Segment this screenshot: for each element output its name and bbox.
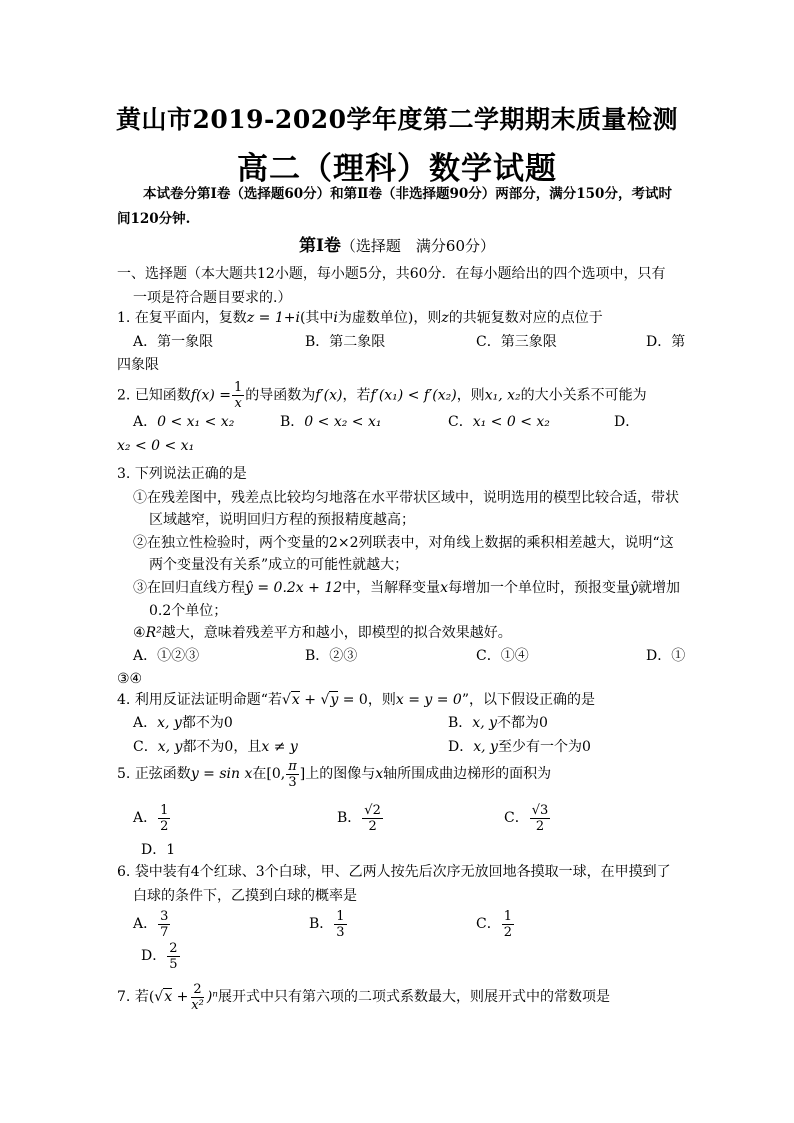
q3-option-a: A．①②③ (133, 648, 200, 664)
q2-text-c: ，若 (342, 387, 371, 404)
q4-c-label: C． (133, 739, 158, 755)
q1-var-i: i (333, 310, 338, 326)
q5-a-den: 2 (160, 818, 169, 834)
q2-stem (117, 380, 647, 411)
q5-a-label: A． (133, 810, 158, 826)
q7-frac-num: 2 (193, 981, 202, 997)
q6-d-den: 5 (169, 956, 178, 972)
q3-s3-expr: ŷ = 0.2x + 12 (245, 580, 343, 596)
q7-fraction (189, 982, 206, 1013)
q4-conclusion: x = y = 0 (395, 692, 462, 708)
q4-text-c: ”，以下假设正确的是 (461, 692, 595, 708)
q5-text-a: 正弦函数 (134, 766, 191, 782)
q4-plus: + (304, 692, 316, 708)
q5-c-den: 2 (535, 818, 545, 834)
q5-c-frac (530, 803, 551, 834)
q5-text-d: 轴所围成曲边梯形的面积为 (383, 766, 552, 782)
q4-text-b: ，则 (367, 692, 396, 708)
q4-d-vars: x, y (473, 739, 498, 755)
q3-s4 (133, 623, 512, 643)
q2-option-d-expr: x₂ < 0 < x₁ (117, 438, 195, 454)
q2-fpx: f′(x) (315, 387, 343, 404)
q2-option-c (448, 412, 550, 432)
q4-d-label: D． (448, 739, 474, 755)
q2-vars: x₁, x₂ (484, 387, 521, 404)
q4-option-c (133, 737, 298, 757)
q5-a-frac (158, 803, 170, 834)
q6-option-d (141, 940, 181, 972)
q6-d-label: D． (141, 948, 167, 964)
q5-option-c (504, 800, 551, 836)
q3-s3-mid: 中，当解释变量 (342, 580, 441, 596)
q2-option-b (280, 412, 381, 432)
q3-stem-text: 下列说法正确的是 (134, 466, 247, 482)
q1-option-a: A．第一象限 (133, 334, 214, 350)
exam-title: 黄山市2019-2020学年度第二学期期末质量检测 (115, 105, 679, 134)
q3-s3-post: 就增加 (637, 580, 680, 596)
q1-option-b: B．第二象限 (305, 334, 386, 350)
q3-number: 3. (117, 466, 131, 482)
q5-a-num: 1 (160, 802, 169, 818)
q4-number: 4. (117, 692, 131, 708)
q5-stem (117, 757, 551, 791)
q5-x: x (375, 766, 384, 782)
q5-b-label: B． (337, 810, 362, 826)
q3-s3-line1 (133, 578, 680, 598)
q4-c-vars2: x ≠ y (261, 739, 298, 755)
section-title: 第Ⅰ卷 (298, 236, 341, 256)
q3-s3-mid2: 每增加一个单位时，预报变量 (448, 580, 631, 596)
q3-option-d-cont: ③④ (117, 671, 143, 687)
q2-text-a: 已知函数 (134, 387, 191, 404)
q4-c-vars: x, y (157, 739, 183, 755)
q1-var-z: z (441, 310, 449, 326)
q3-s4-post: 越大，意味着残差平方和越小，即模型的拟合效果越好。 (161, 625, 512, 641)
q1-expr: z = 1+i (246, 310, 300, 326)
q2-text-e: 的大小关系不可能为 (520, 387, 647, 404)
q6-line2: 白球的条件下，乙摸到白球的概率是 (133, 888, 357, 904)
q4-eq0: = 0 (342, 692, 368, 708)
q4-option-a (133, 713, 233, 733)
q6-line1 (117, 862, 671, 882)
q4-stem: 4. 利用反证法证明命题“若√x + √y = 0，则x = y = 0”，以下假设正确的是 (117, 692, 595, 708)
q5-b-num: √2 (364, 802, 381, 818)
q5-b-frac (362, 803, 383, 834)
q5-option-a (133, 800, 171, 836)
q4-text-a: 利用反证法证明命题“若 (134, 692, 282, 708)
q5-int-close: ] (299, 766, 306, 782)
q5-three: 3 (288, 774, 297, 790)
q2-condition: f′(x₁) < f′(x₂) (370, 387, 457, 404)
q6-a-num: 3 (160, 908, 169, 924)
q2-b-expr: 0 < x₂ < x₁ (304, 414, 382, 430)
q2-a-label: A． (133, 414, 158, 430)
q2-c-label: C． (448, 414, 473, 430)
q2-frac-den: x (234, 396, 242, 411)
q6-option-b (309, 908, 348, 940)
q3-s3-line2: 0.2个单位； (149, 603, 228, 619)
q4-d-text: 至少有一个为0 (497, 739, 591, 755)
q3-option-b: B．②③ (305, 648, 358, 664)
q6-a-frac (158, 909, 170, 940)
q1-number: 1. (117, 310, 131, 326)
q7-number: 7. (117, 989, 131, 1005)
q2-c-expr: x₁ < 0 < x₂ (472, 414, 550, 430)
q5-text-c: 上的图像与 (305, 766, 376, 782)
q7-text-a: 若 (134, 989, 149, 1005)
q2-fraction (232, 380, 244, 411)
q4-option-d (448, 737, 591, 757)
q2-number: 2. (117, 387, 131, 404)
q5-pi: π (288, 758, 297, 774)
q4-sqrt-y: y (330, 692, 339, 708)
q5-c-num: √3 (531, 802, 549, 818)
q1-option-d: D．第 (646, 334, 686, 350)
q6-b-num: 1 (336, 908, 345, 924)
q6-c-label: C． (476, 916, 501, 932)
q2-option-a (133, 412, 234, 432)
q6-line1-text: 袋中装有4个红球、3个白球，甲、乙两人按先后次序无放回地各摸取一球，在甲摸到了 (134, 864, 671, 880)
q5-int-open: [0, (266, 766, 286, 782)
q2-a-expr: 0 < x₁ < x₂ (157, 414, 235, 430)
q2-fx: f(x) = (190, 387, 231, 404)
q3-option-c: C．①④ (476, 648, 529, 664)
q5-number: 5. (117, 766, 131, 782)
q6-number: 6. (117, 864, 131, 880)
q2-frac-num: 1 (234, 380, 243, 395)
part1-line1: 一、选择题（本大题共12小题，每小题5分，共60分．在每小题给出的四个选项中，只有 (117, 266, 666, 282)
q7-text-b: 展开式中只有第六项的二项式系数最大，则展开式中的常数项是 (217, 989, 610, 1005)
section-heading (0, 231, 794, 256)
q7-frac-den: x² (191, 997, 204, 1013)
q6-c-frac (502, 909, 514, 940)
q4-option-b (448, 713, 548, 733)
q6-d-frac (167, 941, 179, 972)
q1-option-c: C．第三象限 (476, 334, 557, 350)
q5-pi-fraction (286, 759, 299, 790)
q4-sqrt-x: x (291, 692, 300, 708)
q2-b-label: B． (280, 414, 305, 430)
q4-b-text: 不都为0 (497, 715, 548, 731)
q3-s3-pre: ③在回归直线方程 (133, 580, 245, 596)
q5-text-b: 在 (252, 766, 267, 782)
exam-subtitle: 高二（理科）数学试题 (237, 151, 557, 187)
q6-option-c (476, 908, 515, 940)
q6-c-den: 2 (503, 924, 512, 940)
q6-option-a (133, 908, 171, 940)
q4-c-text: 都不为0，且 (182, 739, 262, 755)
q3-s2-line2: 两个变量没有关系”成立的可能性就越大； (149, 557, 409, 573)
q6-b-den: 3 (336, 924, 345, 940)
q2-text-d: ，则 (456, 387, 485, 404)
q7-open: ( (148, 989, 155, 1005)
q3-s2-line1: ②在独立性检验时，两个变量的2×2列联表中，对角线上数据的乘积相差越大，说明“这 (133, 535, 674, 551)
q1-text-a: 在复平面内，复数 (134, 310, 247, 326)
q1-text-b: (其中 (299, 310, 334, 326)
q3-s3-x: x (440, 580, 449, 596)
q2-option-d: D． (614, 414, 640, 430)
q5-c-label: C． (504, 810, 529, 826)
q4-a-text: 都不为0 (181, 715, 233, 731)
q7-plus: + (176, 989, 189, 1005)
section-note: （选择题 满分60分） (340, 237, 496, 255)
q3-s3-y: ŷ (630, 580, 638, 596)
q3-s1-line2: 区域越窄，说明回归方程的预报精度越高； (149, 512, 415, 528)
q3-s1-line1: ①在残差图中，残差点比较均匀地落在水平带状区域中，说明选用的模型比较合适，带状 (133, 490, 679, 506)
q4-b-label: B． (448, 715, 473, 731)
exam-intro: 本试卷分第Ⅰ卷（选择题60分）和第Ⅱ卷（非选择题90分）两部分，满分150分，考试时间120分钟. (117, 186, 672, 227)
q1-text-c: 为虚数单位)，则 (337, 310, 442, 326)
q6-a-den: 7 (160, 924, 169, 940)
q7-sqrt-x: x (164, 989, 173, 1005)
q3-stem (117, 464, 247, 484)
q6-a-label: A． (133, 916, 158, 932)
q6-c-num: 1 (503, 908, 512, 924)
q3-s4-pre: ④ (133, 625, 146, 641)
part1-line2: 一项是符合题目要求的.） (133, 290, 292, 306)
q1-stem (117, 308, 603, 328)
q7-stem: 7. 若(√x + $\frac{2}{\text{x²}}$ )ⁿ展开式中只有第六项的二项式系数最大，则展开式中的常数项是 (117, 981, 610, 1013)
q6-d-num: 2 (169, 940, 178, 956)
q6-b-frac (334, 909, 346, 940)
q2-text-b: 的导函数为 (245, 387, 316, 404)
q4-b-vars: x, y (472, 715, 498, 731)
q1-option-d-cont: 四象限 (117, 357, 159, 373)
q6-b-label: B． (309, 916, 334, 932)
q3-option-d: D．① (646, 648, 686, 664)
q5-fn: y = sin x (190, 766, 253, 782)
q5-b-den: 2 (368, 818, 377, 834)
q3-s4-r: R² (145, 625, 162, 641)
q4-a-vars: x, y (157, 715, 182, 731)
q5-option-d: D．1 (141, 842, 176, 858)
q5-option-b (337, 800, 384, 836)
q7-close: )ⁿ (206, 989, 218, 1005)
q1-text-d: 的共轭复数对应的点位于 (448, 310, 603, 326)
q4-a-label: A． (133, 715, 158, 731)
